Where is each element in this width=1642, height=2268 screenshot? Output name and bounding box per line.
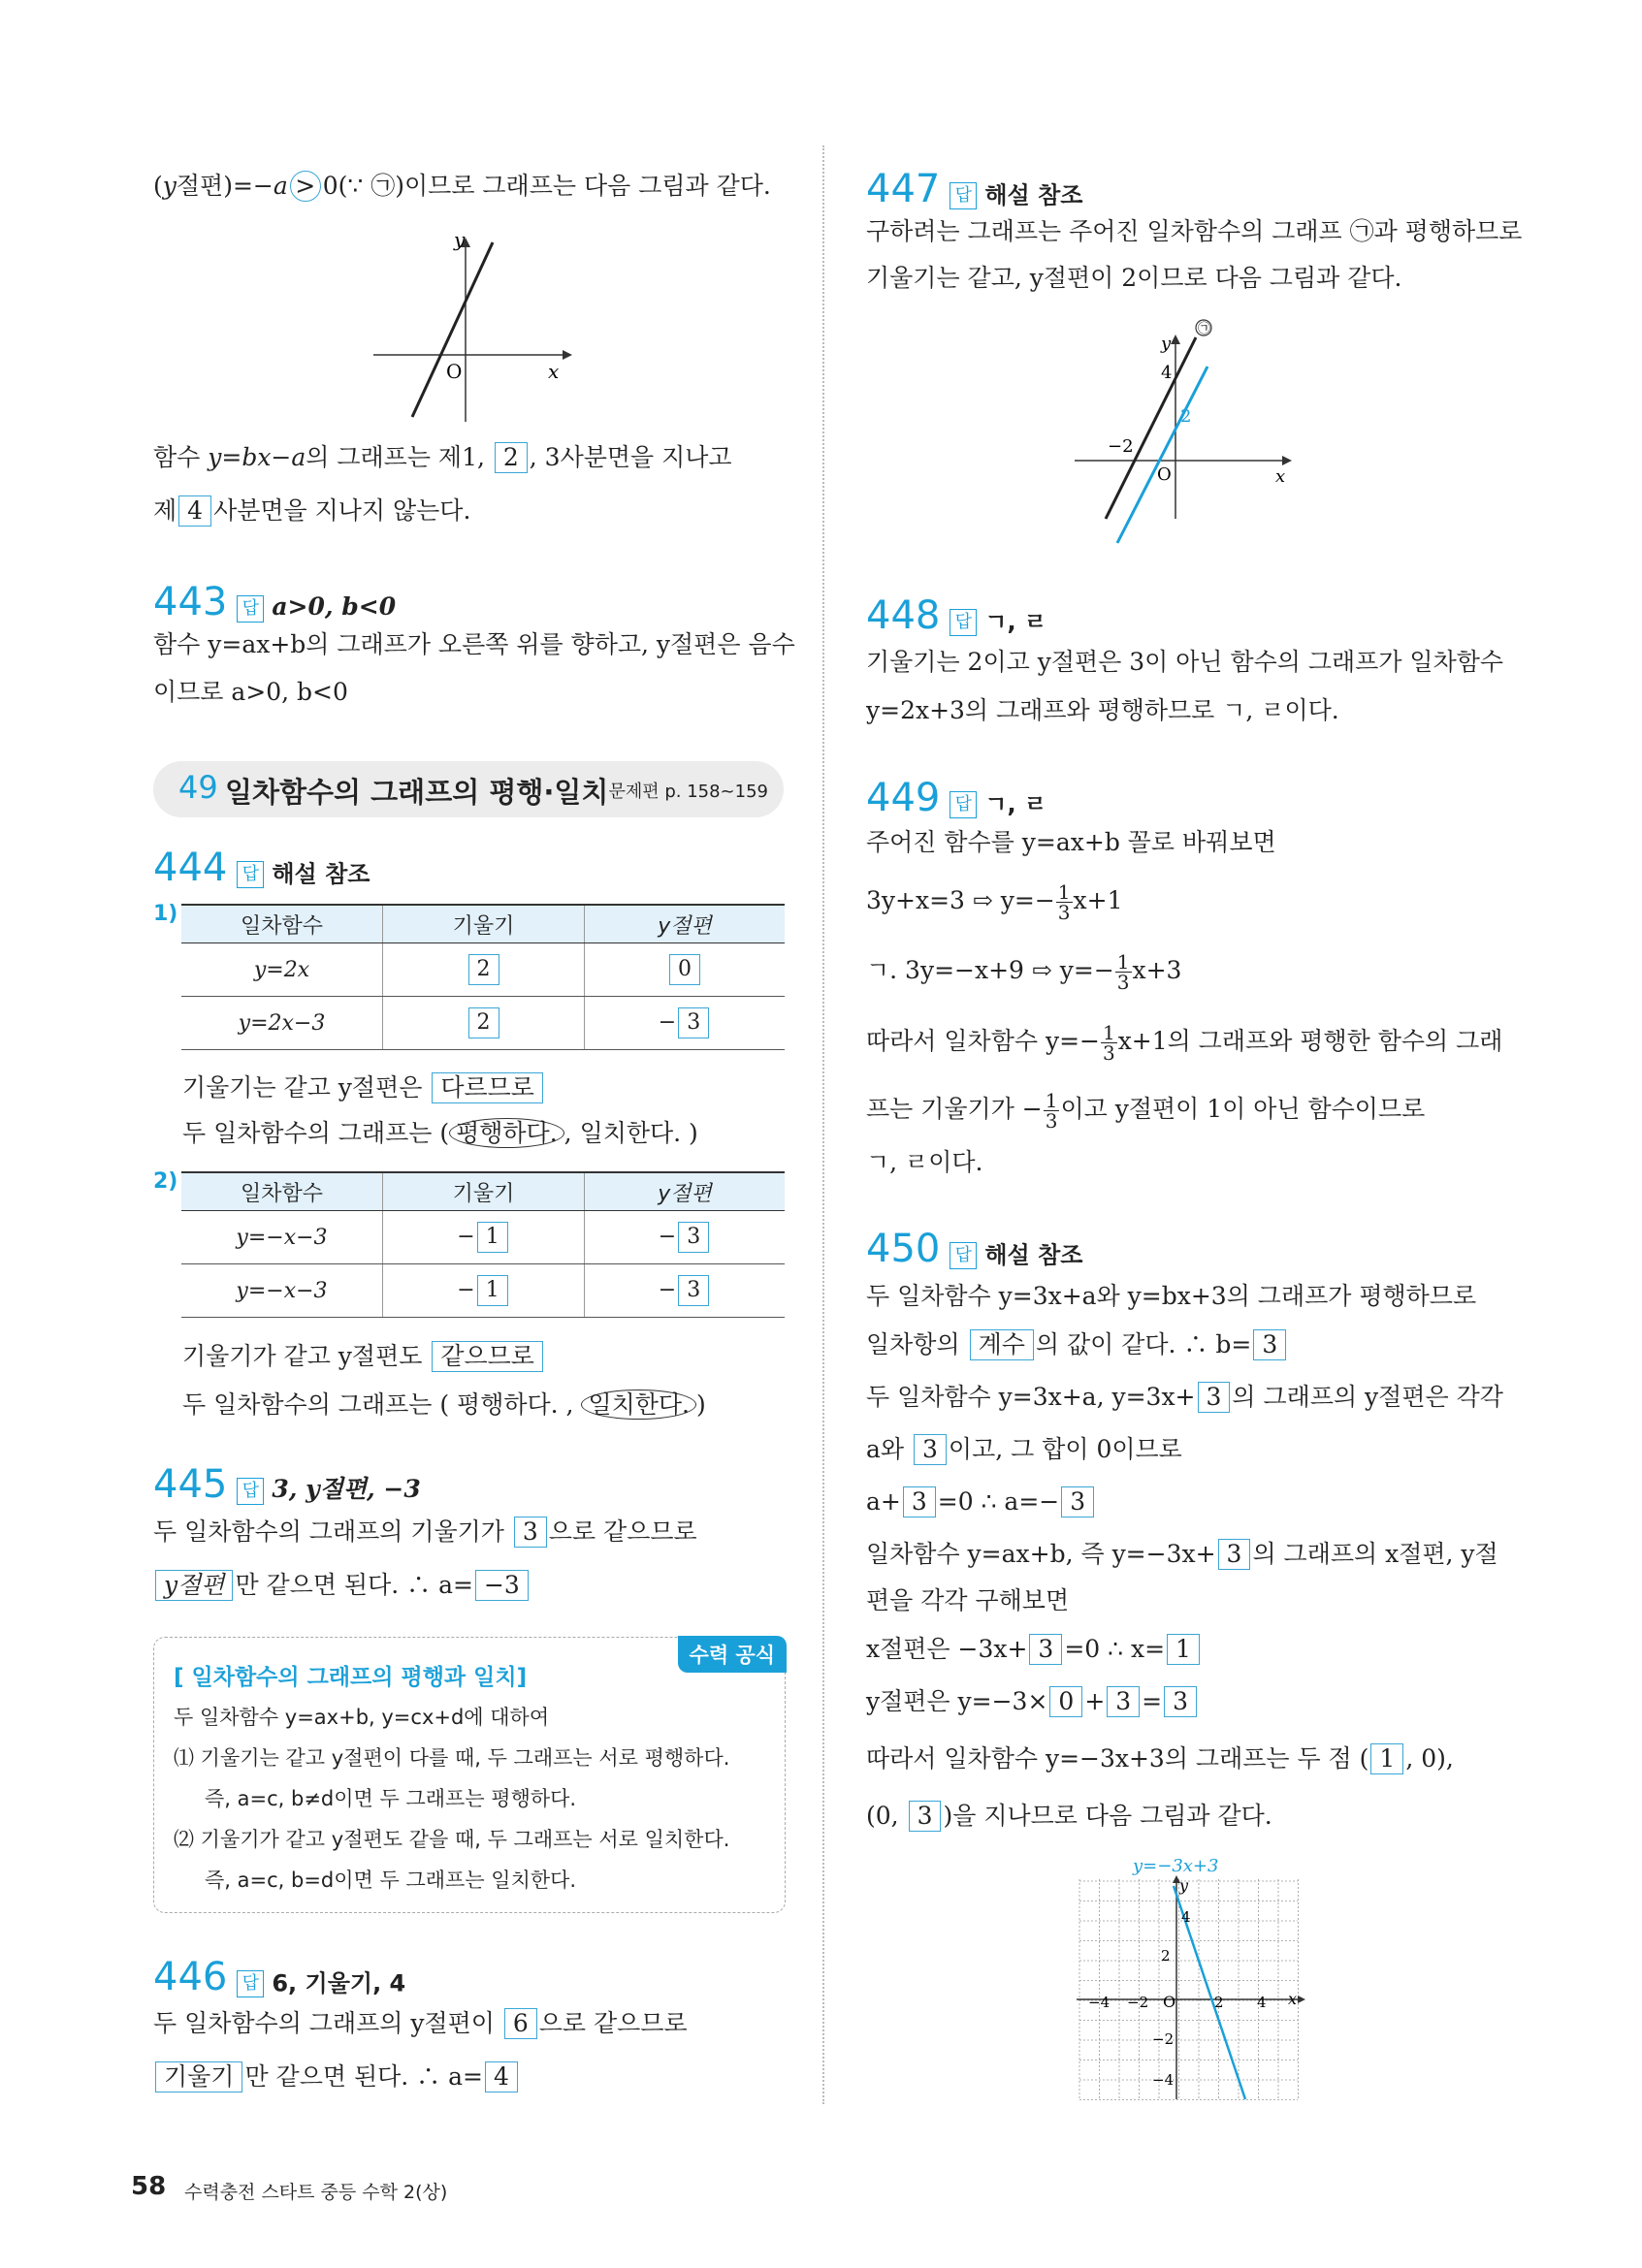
col-header: 기울기 bbox=[383, 1172, 585, 1211]
quadrant-line-1: 함수 y=bx−a의 그래프는 제1, 2 , 3사분면을 지나고 bbox=[153, 443, 732, 471]
col-header: 일차함수 bbox=[181, 1172, 383, 1211]
origin-label: O bbox=[1157, 464, 1172, 485]
x-tick: 4 bbox=[1257, 1994, 1267, 2011]
y-arrow bbox=[1171, 335, 1180, 344]
p449-line-1: 주어진 함수를 y=ax+b 꼴로 바꿔보면 bbox=[866, 828, 1276, 856]
p445-line-1: 두 일차함수의 그래프의 기울기가 3 으로 같으므로 bbox=[153, 1517, 697, 1546]
origin-label: O bbox=[446, 360, 463, 383]
formula-tag: 수력 공식 bbox=[678, 1636, 787, 1673]
table-row: y=2x 2 0 bbox=[181, 943, 785, 997]
fraction: $\frac{1}{3}$ bbox=[1057, 880, 1071, 924]
p446-line-2: 기울기 만 같으면 된다. ∴ a= 4 bbox=[153, 2060, 520, 2093]
table1-label: 1) bbox=[153, 902, 178, 926]
column-divider bbox=[822, 145, 824, 2104]
problem-443-header: 443 답 a>0, b<0 bbox=[153, 580, 397, 624]
table-row: y=−x−3 − 1 − 3 bbox=[181, 1211, 785, 1264]
graph-line bbox=[412, 242, 493, 417]
tick-2: 2 bbox=[1180, 406, 1192, 427]
formula-line-5: 즉, a=c, b=d이면 두 그래프는 일치한다. bbox=[205, 1869, 577, 1892]
fraction: $\frac{1}{3}$ bbox=[1102, 1021, 1115, 1065]
table2-label: 2) bbox=[153, 1169, 178, 1194]
col-header: 일차함수 bbox=[181, 905, 383, 943]
formula-line-4: ⑵ 기울기가 같고 y절편도 같을 때, 두 그래프는 서로 일치한다. bbox=[174, 1828, 730, 1851]
page-number: 58 bbox=[131, 2172, 167, 2201]
intercept-line: (y절편)=−a > 0(∵ ㉠)이므로 그래프는 다음 그림과 같다. bbox=[153, 172, 771, 200]
t2-conclusion-2: 두 일차함수의 그래프는 ( 평행하다. , 일치한다. ) bbox=[182, 1390, 706, 1419]
line-circle-1 bbox=[1106, 337, 1196, 519]
fraction: $\frac{1}{3}$ bbox=[1116, 950, 1130, 994]
p443-line-2: 이므로 a>0, b<0 bbox=[153, 678, 348, 706]
p450-line-1: 두 일차함수 y=3x+a와 y=bx+3의 그래프가 평행하므로 bbox=[866, 1282, 1477, 1310]
section-number: 49 bbox=[178, 769, 218, 806]
table-row: y=−x−3 − 1 − 3 bbox=[181, 1264, 785, 1318]
origin-label: O bbox=[1163, 1993, 1176, 2011]
col-header: y절편 bbox=[585, 1172, 786, 1211]
circle-label: ㉠ bbox=[1198, 322, 1211, 336]
x-tick: −4 bbox=[1088, 1994, 1111, 2011]
p449-line-6: ㄱ, ㄹ이다. bbox=[866, 1148, 983, 1176]
p448-line-1: 기울기는 2이고 y절편은 3이 아닌 함수의 그래프가 일차함수 bbox=[866, 648, 1504, 676]
table-1 bbox=[181, 904, 785, 1050]
col-header: y절편 bbox=[585, 905, 786, 943]
p450-line-2: 일차항의 계수 의 값이 같다. ∴ b= 3 bbox=[866, 1328, 1288, 1361]
p448-line-2: y=2x+3의 그래프와 평행하므로 ㄱ, ㄹ이다. bbox=[866, 696, 1339, 724]
p450-line-10: 따라서 일차함수 y=−3x+3의 그래프는 두 점 ( 1 , 0), bbox=[866, 1744, 1454, 1773]
x-tick: 2 bbox=[1214, 1994, 1224, 2011]
y-label: y bbox=[1179, 1876, 1189, 1895]
formula-line-1: 두 일차함수 y=ax+b, y=cx+d에 대하여 bbox=[174, 1706, 550, 1729]
problem-446-header: 446 답 6, 기울기, 4 bbox=[153, 1955, 406, 1999]
col-header: 기울기 bbox=[383, 905, 585, 943]
x-arrow bbox=[1298, 1996, 1305, 2003]
p446-line-1: 두 일차함수의 그래프의 y절편이 6 으로 같으므로 bbox=[153, 2009, 688, 2037]
p445-line-2: y절편 만 같으면 된다. ∴ a= −3 bbox=[153, 1569, 531, 1602]
y-label: y bbox=[454, 228, 466, 251]
p443-line-1: 함수 y=ax+b의 그래프가 오른쪽 위를 향하고, y절편은 음수 bbox=[153, 630, 795, 658]
y-tick: −4 bbox=[1152, 2071, 1175, 2089]
problem-444-header: 444 답 해설 참조 bbox=[153, 846, 370, 890]
quadrant-line-2: 제 4 사분면을 지나지 않는다. bbox=[153, 496, 471, 525]
formula-box bbox=[153, 1637, 786, 1913]
problem-450-header: 450 답 해설 참조 bbox=[866, 1227, 1083, 1271]
formula-title: [ 일차함수의 그래프의 평행과 일치] bbox=[174, 1665, 528, 1690]
formula-line-2: ⑴ 기울기는 같고 y절편이 다를 때, 두 그래프는 서로 평행하다. bbox=[174, 1746, 730, 1770]
p450-line-11: (0, 3 )을 지나므로 다음 그림과 같다. bbox=[866, 1802, 1272, 1830]
problem-448-header: 448 답 ㄱ, ㄹ bbox=[866, 593, 1047, 638]
section-ref: 문제편 p. 158~159 bbox=[608, 782, 768, 802]
formula-line-3: 즉, a=c, b≠d이면 두 그래프는 평행하다. bbox=[205, 1787, 577, 1810]
graph-442 bbox=[369, 223, 582, 427]
x-tick: −2 bbox=[1127, 1994, 1149, 2011]
p449-line-4: 따라서 일차함수 y=− $\frac{1}{3}$ x+1의 그래프와 평행한 함수의 그래 bbox=[866, 1021, 1503, 1065]
p447-line-1: 구하려는 그래프는 주어진 일차함수의 그래프 ㉠과 평행하므로 bbox=[866, 217, 1523, 245]
p449-line-5: 프는 기울기가 − $\frac{1}{3}$ 이고 y절편이 1이 아닌 함수이므로 bbox=[866, 1089, 1426, 1133]
x-arrow bbox=[1282, 456, 1292, 465]
tick-4: 4 bbox=[1161, 363, 1173, 383]
problem-449-header: 449 답 ㄱ, ㄹ bbox=[866, 776, 1047, 820]
x-label: x bbox=[1275, 466, 1286, 487]
graph-450 bbox=[1067, 1852, 1309, 2104]
p449-line-2: 3y+x=3 ⇨ y=− $\frac{1}{3}$ x+1 bbox=[866, 880, 1123, 924]
problem-447-header: 447 답 해설 참조 bbox=[866, 167, 1083, 211]
x-label: x bbox=[548, 360, 560, 383]
x-label: x bbox=[1288, 1990, 1298, 2008]
p450-line-8: x절편은 −3x+ 3 =0 ∴ x= 1 bbox=[866, 1633, 1202, 1666]
p450-line-6: 일차함수 y=ax+b, 즉 y=−3x+ 3 의 그래프의 x절편, y절 bbox=[866, 1540, 1498, 1568]
p450-line-7: 편을 각각 구해보면 bbox=[866, 1586, 1070, 1614]
p449-line-3: ㄱ. 3y=−x+9 ⇨ y=− $\frac{1}{3}$ x+3 bbox=[866, 950, 1182, 994]
section-bar bbox=[153, 761, 784, 817]
book-title: 수력충전 스타트 중등 수학 2(상) bbox=[184, 2182, 448, 2203]
p447-line-2: 기울기는 같고, y절편이 2이므로 다음 그림과 같다. bbox=[866, 264, 1402, 292]
y-tick: 2 bbox=[1161, 1947, 1171, 1965]
fraction: $\frac{1}{3}$ bbox=[1045, 1089, 1058, 1133]
t2-conclusion-1: 기울기가 같고 y절편도 같으므로 bbox=[182, 1340, 545, 1373]
tick-neg2: −2 bbox=[1108, 436, 1134, 457]
table-row: y=2x−3 2 − 3 bbox=[181, 997, 785, 1050]
problem-445-header: 445 답 3, y절편, −3 bbox=[153, 1462, 421, 1507]
section-title: 일차함수의 그래프의 평행·일치 bbox=[225, 776, 609, 809]
y-label: y bbox=[1161, 334, 1172, 354]
y-tick: 4 bbox=[1181, 1908, 1191, 1926]
p450-line-4: a와 3 이고, 그 합이 0이므로 bbox=[866, 1435, 1182, 1463]
p450-line-3: 두 일차함수 y=3x+a, y=3x+ 3 의 그래프의 y절편은 각각 bbox=[866, 1383, 1503, 1411]
line-label: y=−3x+3 bbox=[1133, 1856, 1219, 1876]
x-arrow bbox=[563, 350, 572, 360]
p450-line-5: a+ 3 =0 ∴ a=− 3 bbox=[866, 1485, 1096, 1518]
t1-conclusion-2: 두 일차함수의 그래프는 ( 평행하다. , 일치한다. ) bbox=[182, 1119, 698, 1147]
table-2 bbox=[181, 1171, 785, 1318]
t1-conclusion-1: 기울기는 같고 y절편은 다르므로 bbox=[182, 1071, 545, 1104]
p450-line-9: y절편은 y=−3× 0 + 3 = 3 bbox=[866, 1685, 1199, 1718]
graph-447 bbox=[1067, 310, 1300, 548]
y-tick: −2 bbox=[1152, 2030, 1175, 2048]
